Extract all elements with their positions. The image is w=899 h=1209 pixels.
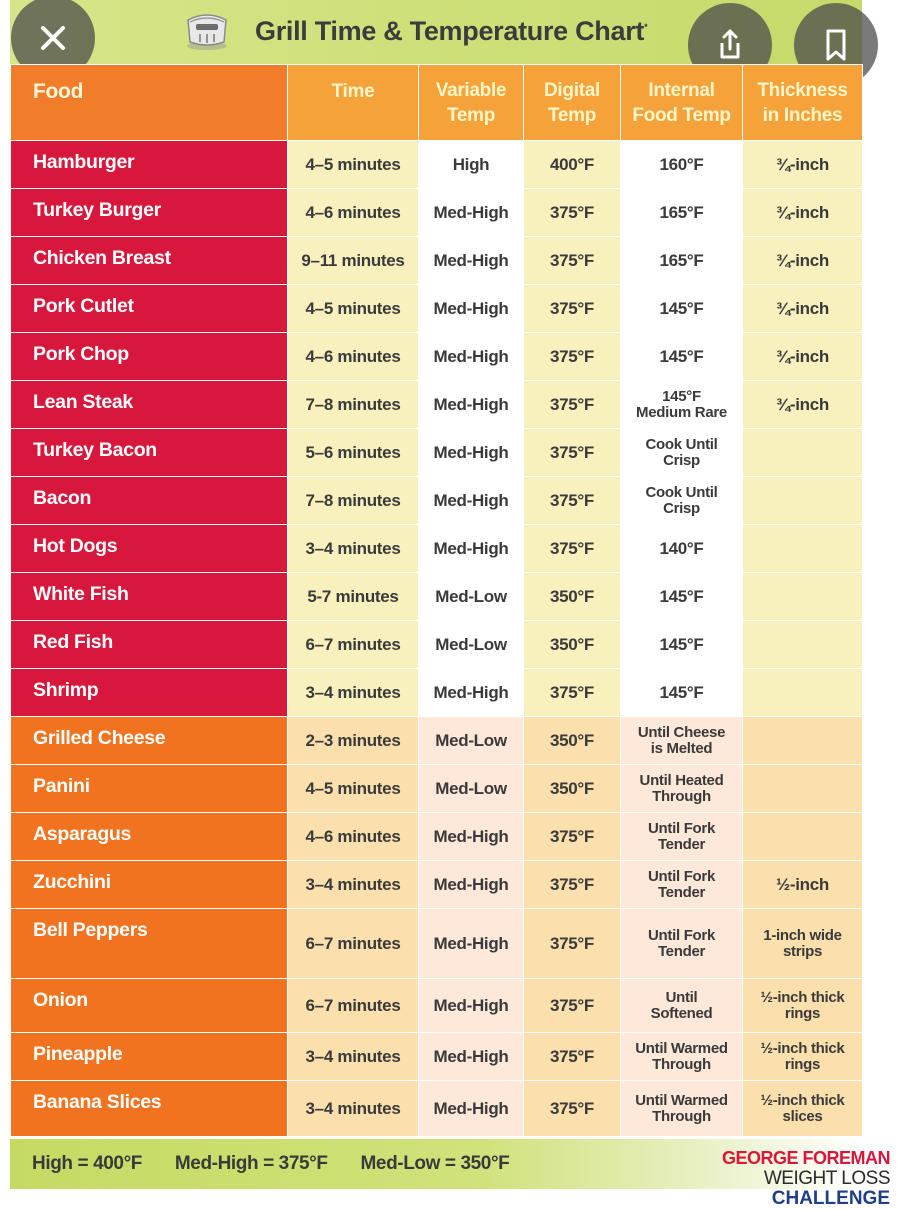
internal-temp: Until Heated Through [621, 765, 743, 813]
table-row [11, 1033, 863, 1081]
digital-temp: 350°F [524, 621, 621, 669]
cook-time: 6–7 minutes [288, 979, 419, 1033]
legend-med-low: Med-Low = 350°F [360, 1153, 510, 1174]
thickness [743, 621, 863, 669]
internal-temp: Cook Until Crisp [621, 429, 743, 477]
internal-temp: 165°F [621, 237, 743, 285]
variable-temp: Med-High [419, 861, 524, 909]
grill-table [10, 64, 863, 1137]
thickness: ¾-inch [743, 237, 863, 285]
internal-temp: 160°F [621, 141, 743, 189]
internal-temp: Until Fork Tender [621, 909, 743, 979]
digital-temp: 375°F [524, 669, 621, 717]
cook-time: 6–7 minutes [288, 909, 419, 979]
internal-temp: Until Fork Tender [621, 813, 743, 861]
digital-temp: 350°F [524, 573, 621, 621]
table-row [11, 1081, 863, 1137]
digital-temp: 400°F [524, 141, 621, 189]
cook-time: 4–6 minutes [288, 189, 419, 237]
cook-time: 3–4 minutes [288, 525, 419, 573]
variable-temp: Med-High [419, 429, 524, 477]
table-row [11, 909, 863, 979]
food-name: Turkey Burger [11, 189, 288, 237]
digital-temp: 375°F [524, 1033, 621, 1081]
digital-temp: 375°F [524, 333, 621, 381]
variable-temp: Med-High [419, 1081, 524, 1137]
digital-temp: 375°F [524, 189, 621, 237]
cook-time: 4–6 minutes [288, 813, 419, 861]
internal-temp: Until Warmed Through [621, 1033, 743, 1081]
food-name: Pork Chop [11, 333, 288, 381]
internal-temp: Until Cheese is Melted [621, 717, 743, 765]
table-row [11, 717, 863, 765]
header-food: Food [11, 65, 288, 141]
food-name: Lean Steak [11, 381, 288, 429]
table-row [11, 979, 863, 1033]
table-row [11, 429, 863, 477]
internal-temp: Cook Until Crisp [621, 477, 743, 525]
food-name: Hamburger [11, 141, 288, 189]
cook-time: 6–7 minutes [288, 621, 419, 669]
header-digital-temp: Digital Temp [524, 65, 621, 141]
cook-time: 9–11 minutes [288, 237, 419, 285]
digital-temp: 375°F [524, 979, 621, 1033]
header-internal-temp: Internal Food Temp [621, 65, 743, 141]
cook-time: 5-7 minutes [288, 573, 419, 621]
header-time: Time [288, 65, 419, 141]
table-row [11, 765, 863, 813]
digital-temp: 375°F [524, 381, 621, 429]
food-name: Chicken Breast [11, 237, 288, 285]
variable-temp: Med-High [419, 333, 524, 381]
variable-temp: Med-High [419, 525, 524, 573]
digital-temp: 375°F [524, 813, 621, 861]
brand-line-2: WEIGHT LOSS [763, 1168, 890, 1189]
digital-temp: 375°F [524, 1081, 621, 1137]
digital-temp: 350°F [524, 717, 621, 765]
cook-time: 4–5 minutes [288, 765, 419, 813]
table-row [11, 381, 863, 429]
variable-temp: Med-High [419, 381, 524, 429]
digital-temp: 375°F [524, 429, 621, 477]
thickness [743, 765, 863, 813]
cook-time: 4–5 minutes [288, 141, 419, 189]
table-row [11, 189, 863, 237]
bookmark-icon [816, 25, 856, 65]
thickness: ¾-inch [743, 285, 863, 333]
internal-temp: 145°F [621, 669, 743, 717]
table-row [11, 237, 863, 285]
thickness: ¾-inch [743, 189, 863, 237]
internal-temp: Until Fork Tender [621, 861, 743, 909]
table-row [11, 669, 863, 717]
internal-temp: 145°F [621, 333, 743, 381]
cook-time: 3–4 minutes [288, 1033, 419, 1081]
variable-temp: Med-Low [419, 717, 524, 765]
thickness: ½-inch thick rings [743, 1033, 863, 1081]
cook-time: 4–6 minutes [288, 333, 419, 381]
thickness: ½-inch thick rings [743, 979, 863, 1033]
table-row [11, 477, 863, 525]
table-row [11, 333, 863, 381]
internal-temp: Until Softened [621, 979, 743, 1033]
temp-legend [32, 1153, 537, 1175]
thickness [743, 525, 863, 573]
food-name: Onion [11, 979, 288, 1033]
food-name: Shrimp [11, 669, 288, 717]
digital-temp: 375°F [524, 909, 621, 979]
thickness: 1-inch wide strips [743, 909, 863, 979]
variable-temp: Med-High [419, 813, 524, 861]
brand-line-3: CHALLENGE [771, 1188, 890, 1209]
thickness [743, 429, 863, 477]
share-icon [710, 25, 750, 65]
table-row [11, 573, 863, 621]
variable-temp: Med-High [419, 669, 524, 717]
grill-icon [182, 6, 232, 52]
brand-logo [700, 1148, 890, 1209]
thickness [743, 669, 863, 717]
variable-temp: Med-High [419, 1033, 524, 1081]
header-thickness: Thickness in Inches [743, 65, 863, 141]
food-name: Bell Peppers [11, 909, 288, 979]
thickness: ¾-inch [743, 333, 863, 381]
variable-temp: Med-High [419, 237, 524, 285]
internal-temp: 145°F [621, 621, 743, 669]
thickness [743, 813, 863, 861]
internal-temp: 145°F Medium Rare [621, 381, 743, 429]
internal-temp: 140°F [621, 525, 743, 573]
table-row [11, 813, 863, 861]
cook-time: 7–8 minutes [288, 381, 419, 429]
food-name: Grilled Cheese [11, 717, 288, 765]
table-row [11, 621, 863, 669]
thickness: ¾-inch [743, 381, 863, 429]
variable-temp: Med-Low [419, 621, 524, 669]
variable-temp: Med-High [419, 189, 524, 237]
variable-temp: Med-High [419, 477, 524, 525]
legend-med-high: Med-High = 375°F [174, 1153, 328, 1174]
food-name: Red Fish [11, 621, 288, 669]
brand-line-1: GEORGE FOREMAN [721, 1148, 890, 1168]
food-name: Pork Cutlet [11, 285, 288, 333]
header-variable-temp: Variable Temp [419, 65, 524, 141]
internal-temp: 145°F [621, 285, 743, 333]
cook-time: 2–3 minutes [288, 717, 419, 765]
thickness [743, 573, 863, 621]
variable-temp: Med-High [419, 979, 524, 1033]
cook-time: 4–5 minutes [288, 285, 419, 333]
table-row [11, 141, 863, 189]
variable-temp: High [419, 141, 524, 189]
digital-temp: 375°F [524, 861, 621, 909]
food-name: Zucchini [11, 861, 288, 909]
cook-time: 3–4 minutes [288, 669, 419, 717]
food-name: Panini [11, 765, 288, 813]
table-row [11, 525, 863, 573]
food-name: Pineapple [11, 1033, 288, 1081]
cook-time: 3–4 minutes [288, 861, 419, 909]
legend-high: High = 400°F [32, 1153, 142, 1174]
food-name: Turkey Bacon [11, 429, 288, 477]
close-icon [35, 20, 71, 56]
variable-temp: Med-High [419, 285, 524, 333]
digital-temp: 375°F [524, 237, 621, 285]
cook-time: 5–6 minutes [288, 429, 419, 477]
food-name: Bacon [11, 477, 288, 525]
header-row [11, 65, 863, 141]
food-name: Hot Dogs [11, 525, 288, 573]
table-row [11, 285, 863, 333]
thickness: ½-inch [743, 861, 863, 909]
food-name: White Fish [11, 573, 288, 621]
variable-temp: Med-Low [419, 765, 524, 813]
variable-temp: Med-High [419, 909, 524, 979]
table-row [11, 861, 863, 909]
thickness: ¾-inch [743, 141, 863, 189]
cook-time: 3–4 minutes [288, 1081, 419, 1137]
table-body [11, 141, 863, 1137]
food-name: Banana Slices [11, 1081, 288, 1137]
cook-time: 7–8 minutes [288, 477, 419, 525]
page-title: Grill Time & Temperature Chart* [255, 16, 648, 46]
digital-temp: 375°F [524, 477, 621, 525]
internal-temp: 165°F [621, 189, 743, 237]
grill-chart [10, 64, 862, 1137]
digital-temp: 375°F [524, 525, 621, 573]
food-name: Asparagus [11, 813, 288, 861]
variable-temp: Med-Low [419, 573, 524, 621]
internal-temp: 145°F [621, 573, 743, 621]
internal-temp: Until Warmed Through [621, 1081, 743, 1137]
digital-temp: 350°F [524, 765, 621, 813]
digital-temp: 375°F [524, 285, 621, 333]
thickness: ½-inch thick slices [743, 1081, 863, 1137]
thickness [743, 477, 863, 525]
thickness [743, 717, 863, 765]
